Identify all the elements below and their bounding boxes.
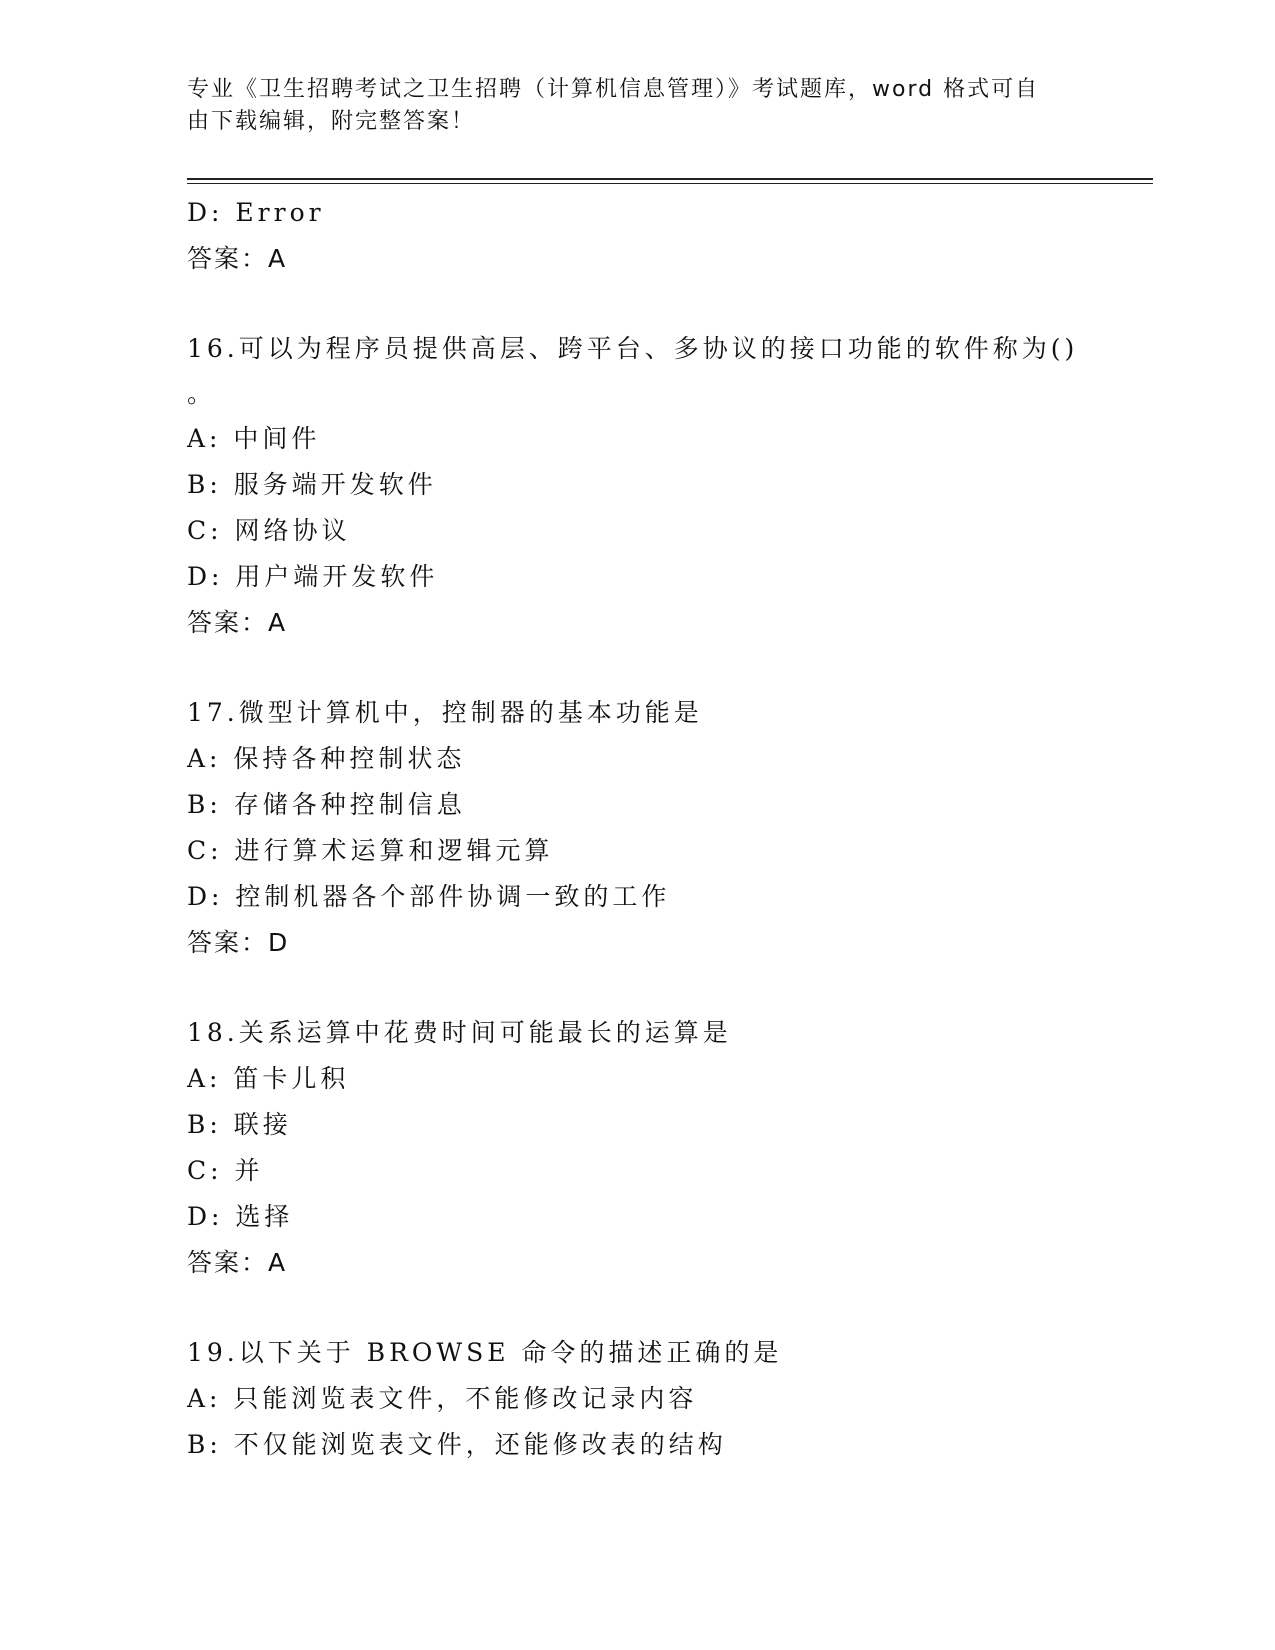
answer: 答案：A [187, 608, 288, 637]
option-d: D: 选择 [187, 1202, 294, 1231]
question-stem: 16.可以为程序员提供高层、跨平台、多协议的接口功能的软件称为() [187, 334, 1079, 363]
option-a: A: 只能浏览表文件，不能修改记录内容 [187, 1384, 698, 1413]
question-17 [187, 690, 1087, 966]
spacer [187, 282, 1087, 326]
header-rule-thick [187, 178, 1153, 180]
answer: 答案：A [187, 1248, 288, 1277]
question-16 [187, 326, 1087, 646]
header-line-2: 由下载编辑，附完整答案！ [187, 109, 476, 134]
option-a: A: 笛卡儿积 [187, 1064, 350, 1093]
option-d: D: 用户端开发软件 [187, 562, 439, 591]
option-a: A: 保持各种控制状态 [187, 744, 466, 773]
answer: 答案：D [187, 928, 290, 957]
option-b: B: 服务端开发软件 [187, 470, 437, 499]
option-c: C: 网络协议 [187, 516, 351, 545]
spacer [187, 646, 1087, 690]
option-a: A: 中间件 [187, 424, 321, 453]
option-d: D: 控制机器各个部件协调一致的工作 [187, 882, 671, 911]
option-c: C: 进行算术运算和逻辑元算 [187, 836, 554, 865]
answer: 答案：A [187, 244, 288, 273]
question-19 [187, 1330, 1087, 1468]
question-stem: 18.关系运算中花费时间可能最长的运算是 [187, 1018, 732, 1047]
option-c: C: 并 [187, 1156, 264, 1185]
question-stem-continuation: 。 [187, 379, 217, 408]
option-b: B: 不仅能浏览表文件，还能修改表的结构 [187, 1430, 727, 1459]
option-b: B: 存储各种控制信息 [187, 790, 466, 819]
option-d: D: Error [187, 198, 325, 227]
spacer [187, 1286, 1087, 1330]
page-header [187, 74, 1067, 138]
previous-question-tail [187, 190, 1087, 282]
question-stem: 19.以下关于 BROWSE 命令的描述正确的是 [187, 1338, 783, 1367]
question-stem: 17.微型计算机中，控制器的基本功能是 [187, 698, 703, 727]
question-list [187, 190, 1087, 1468]
option-b: B: 联接 [187, 1110, 292, 1139]
header-rule-thin [187, 183, 1153, 184]
question-18 [187, 1010, 1087, 1286]
spacer [187, 966, 1087, 1010]
header-line-1: 专业《卫生招聘考试之卫生招聘（计算机信息管理）》考试题库，word 格式可自 [187, 77, 1040, 102]
